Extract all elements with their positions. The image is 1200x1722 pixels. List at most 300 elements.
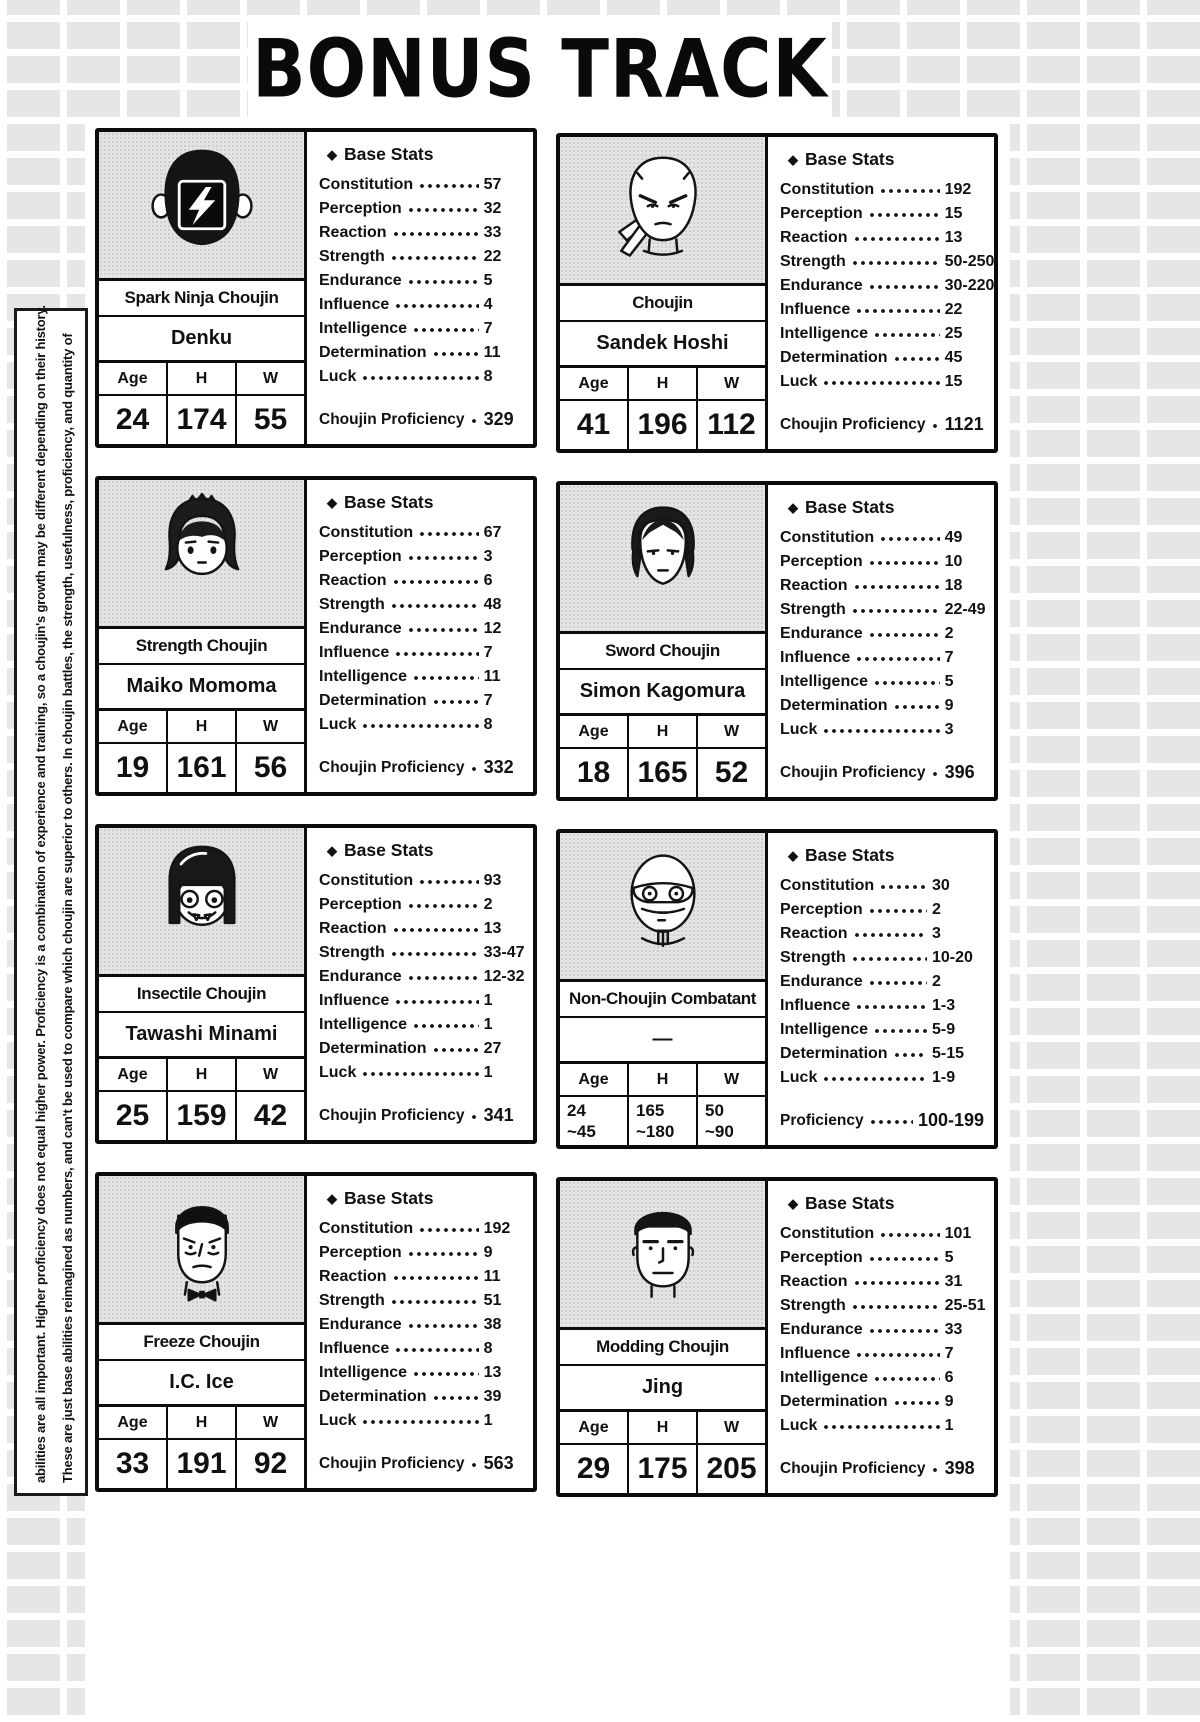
stat-row-endurance: Endurance 2 — [780, 625, 954, 642]
ahw-header-row — [99, 360, 304, 394]
proficiency-row: Choujin Proficiency 398 — [780, 1458, 975, 1478]
dot-leader — [880, 883, 927, 891]
dot-leader — [874, 331, 940, 339]
dot-leader — [471, 765, 479, 773]
weight-value: 205 — [706, 1452, 757, 1485]
dot-leader — [869, 1327, 940, 1335]
stat-row-determination: Determination 9 — [780, 1393, 954, 1410]
weight-value-max: ~90 — [705, 1122, 734, 1141]
ahw-values-row — [99, 394, 304, 444]
height-value: 165 — [636, 1101, 665, 1120]
height-header-cell: H — [629, 716, 698, 747]
stat-row-strength: Strength 22 — [319, 248, 502, 265]
character-card — [556, 829, 998, 1149]
dot-leader — [362, 722, 478, 730]
dot-leader — [419, 878, 478, 886]
stat-row-endurance: Endurance 12 — [319, 620, 502, 637]
height-header-cell: H — [629, 1064, 698, 1095]
age-value-cell — [99, 744, 168, 792]
dot-leader — [362, 374, 478, 382]
stat-row-determination: Determination 11 — [319, 344, 501, 361]
dot-leader — [869, 283, 940, 291]
character-card — [95, 824, 537, 1144]
card-identity-pane — [99, 132, 307, 444]
dot-leader — [852, 1303, 940, 1311]
dot-leader — [471, 1461, 479, 1469]
ahw-header-row — [99, 708, 304, 742]
diamond-icon: ◆ — [788, 152, 798, 167]
stat-row-constitution: Constitution 49 — [780, 529, 963, 546]
stat-row-constitution: Constitution 67 — [319, 524, 502, 541]
stat-row-strength: Strength 50-250 — [780, 253, 995, 270]
height-value: 191 — [176, 1447, 227, 1480]
card-identity-pane — [560, 1181, 768, 1493]
dot-leader — [395, 302, 478, 310]
dot-leader — [874, 1027, 927, 1035]
stat-row-influence: Influence 7 — [319, 644, 493, 661]
base-stats-header — [319, 492, 536, 513]
stat-row-determination: Determination 39 — [319, 1388, 502, 1405]
ahw-header-row — [560, 1409, 765, 1443]
age-value-max: ~45 — [567, 1122, 596, 1141]
base-stats-header — [780, 845, 984, 866]
stat-row-strength: Strength 48 — [319, 596, 502, 613]
character-name-label: — — [560, 1016, 765, 1061]
stat-row-strength: Strength 22-49 — [780, 601, 986, 618]
dot-leader — [408, 1250, 479, 1258]
height-value-cell — [168, 1092, 237, 1140]
base-stats-pane — [307, 480, 546, 792]
dot-leader — [823, 1423, 939, 1431]
ice-portrait-icon — [145, 1187, 259, 1311]
age-header-cell: Age — [99, 1059, 168, 1090]
stat-row-influence: Influence 4 — [319, 296, 493, 313]
weight-header-cell: W — [723, 1418, 740, 1436]
base-stats-title: Base Stats — [805, 497, 895, 517]
stat-row-constitution: Constitution 192 — [319, 1220, 511, 1237]
base-stats-title: Base Stats — [344, 840, 434, 860]
character-name-label: Maiko Momoma — [99, 663, 304, 708]
age-value-cell — [99, 1092, 168, 1140]
stat-row-endurance: Endurance 12-32 — [319, 968, 525, 985]
simon-portrait-icon — [606, 496, 720, 620]
portrait-slot — [560, 833, 765, 979]
height-header-cell: H — [168, 363, 237, 394]
age-header-cell: Age — [99, 1407, 168, 1438]
height-value-max: ~180 — [636, 1122, 675, 1141]
dot-leader — [419, 182, 478, 190]
diamond-icon: ◆ — [788, 500, 798, 515]
age-value-cell — [99, 396, 168, 444]
dot-leader — [393, 1274, 479, 1282]
cards-grid — [95, 128, 998, 1492]
portrait-slot — [99, 480, 304, 626]
age-value: 18 — [576, 756, 611, 789]
base-stats-pane — [768, 833, 994, 1145]
dot-leader — [823, 727, 939, 735]
dot-leader — [856, 1003, 927, 1011]
height-value-cell — [629, 1445, 698, 1493]
stat-row-constitution: Constitution 192 — [780, 181, 972, 198]
base-stats-pane — [768, 485, 1007, 797]
stat-row-intelligence: Intelligence 13 — [319, 1364, 502, 1381]
weight-header-cell: W — [262, 717, 279, 735]
weight-value-cell — [698, 401, 765, 449]
stat-row-influence: Influence 8 — [319, 1340, 493, 1357]
age-value-cell — [99, 1440, 168, 1488]
choujin-type-label: Strength Choujin — [99, 626, 304, 663]
ahw-values-row — [560, 1443, 765, 1493]
base-stats-header — [780, 1193, 997, 1214]
stat-row-luck: Luck 15 — [780, 373, 963, 390]
dot-leader — [854, 1279, 940, 1287]
ahw-values-row — [99, 1438, 304, 1488]
noncombatant-portrait-icon — [606, 844, 720, 968]
sidebar-note-rotated-text — [27, 305, 83, 1483]
weight-value-cell — [698, 1097, 765, 1145]
character-card — [556, 133, 998, 453]
base-stats-pane — [768, 137, 1007, 449]
ahw-values-row — [99, 742, 304, 792]
weight-value-cell — [698, 749, 765, 797]
base-stats-header — [780, 149, 997, 170]
base-stats-title: Base Stats — [805, 1193, 895, 1213]
stat-row-intelligence: Intelligence 5-9 — [780, 1021, 956, 1038]
age-value-cell — [560, 749, 629, 797]
stat-row-determination: Determination 45 — [780, 349, 963, 366]
stat-row-intelligence: Intelligence 11 — [319, 668, 501, 685]
age-value-cell — [560, 401, 629, 449]
dot-leader — [408, 902, 479, 910]
dot-leader — [433, 1046, 479, 1054]
age-header-cell: Age — [560, 1412, 629, 1443]
dot-leader — [408, 1322, 479, 1330]
dot-leader — [852, 259, 940, 267]
weight-value: 50 — [705, 1101, 724, 1120]
stat-row-constitution: Constitution 101 — [780, 1225, 972, 1242]
dot-leader — [880, 187, 939, 195]
diamond-icon: ◆ — [327, 843, 337, 858]
tawashi-portrait-icon — [145, 839, 259, 963]
jing-portrait-icon — [606, 1192, 720, 1316]
dot-leader — [433, 350, 479, 358]
ahw-values-row — [560, 1095, 765, 1145]
dot-leader — [408, 626, 479, 634]
age-value: 24 — [115, 403, 150, 436]
stat-row-luck: Luck 1 — [780, 1417, 954, 1434]
stat-row-intelligence: Intelligence 5 — [780, 673, 954, 690]
ahw-values-row — [560, 747, 765, 797]
base-stats-header — [319, 144, 536, 165]
stat-row-strength: Strength 33-47 — [319, 944, 525, 961]
dot-leader — [408, 554, 479, 562]
stat-row-strength: Strength 25-51 — [780, 1297, 986, 1314]
dot-leader — [880, 535, 939, 543]
height-header-cell: H — [629, 368, 698, 399]
dot-leader — [932, 1466, 940, 1474]
choujin-type-label: Sword Choujin — [560, 631, 765, 668]
portrait-slot — [99, 828, 304, 974]
height-header-cell: H — [629, 1412, 698, 1443]
dot-leader — [823, 1075, 927, 1083]
ahw-header-row — [560, 1061, 765, 1095]
diamond-icon: ◆ — [327, 495, 337, 510]
stat-row-influence: Influence 22 — [780, 301, 963, 318]
diamond-icon: ◆ — [788, 848, 798, 863]
stat-row-perception: Perception 2 — [319, 896, 493, 913]
age-header-cell: Age — [560, 716, 629, 747]
age-header-cell: Age — [560, 1064, 629, 1095]
dot-leader — [870, 1118, 913, 1126]
dot-leader — [433, 1394, 479, 1402]
card-identity-pane — [99, 828, 307, 1140]
stat-row-intelligence: Intelligence 25 — [780, 325, 963, 342]
portrait-slot — [560, 1181, 765, 1327]
height-value: 174 — [176, 403, 227, 436]
card-identity-pane — [99, 1176, 307, 1488]
dot-leader — [854, 235, 940, 243]
dot-leader — [419, 530, 478, 538]
dot-leader — [854, 583, 940, 591]
stat-row-luck: Luck 1 — [319, 1412, 493, 1429]
character-name-label: Sandek Hoshi — [560, 320, 765, 365]
dot-leader — [413, 326, 479, 334]
age-value-cell — [560, 1445, 629, 1493]
stat-row-perception: Perception 5 — [780, 1249, 954, 1266]
choujin-type-label: Choujin — [560, 283, 765, 320]
height-value-cell — [168, 744, 237, 792]
stat-row-perception: Perception 2 — [780, 901, 941, 918]
age-value: 24 — [567, 1101, 586, 1120]
ahw-header-row — [99, 1404, 304, 1438]
age-value: 41 — [576, 408, 611, 441]
dot-leader — [471, 1113, 479, 1121]
base-stats-pane — [307, 1176, 546, 1488]
sidebar-note-line-1: These are just base abilities reimagined as numbers, and can't be used to compare which choujin are superior to others. In choujin battles, the strength, usefulness, proficiency, and quantity of — [60, 333, 75, 1483]
stat-row-intelligence: Intelligence 6 — [780, 1369, 954, 1386]
dot-leader — [856, 1351, 939, 1359]
dot-leader — [856, 307, 939, 315]
ahw-values-row — [99, 1090, 304, 1140]
dot-leader — [874, 1375, 940, 1383]
dot-leader — [932, 770, 940, 778]
dot-leader — [471, 417, 479, 425]
stat-row-intelligence: Intelligence 1 — [319, 1016, 493, 1033]
dot-leader — [880, 1231, 939, 1239]
choujin-type-label: Non-Choujin Combatant — [560, 979, 765, 1016]
dot-leader — [894, 355, 940, 363]
dot-leader — [408, 278, 479, 286]
dot-leader — [869, 631, 940, 639]
choujin-type-label: Modding Choujin — [560, 1327, 765, 1364]
base-stats-header — [319, 1188, 536, 1209]
dot-leader — [393, 230, 479, 238]
dot-leader — [869, 1255, 940, 1263]
age-header-cell: Age — [99, 363, 168, 394]
weight-value-cell — [237, 1440, 304, 1488]
diamond-icon: ◆ — [788, 1196, 798, 1211]
maiko-portrait-icon — [145, 491, 259, 615]
weight-value: 92 — [253, 1447, 288, 1480]
dot-leader — [852, 607, 940, 615]
weight-header-cell: W — [723, 722, 740, 740]
stat-row-luck: Luck 1 — [319, 1064, 493, 1081]
base-stats-header — [319, 840, 536, 861]
age-header-cell: Age — [99, 711, 168, 742]
stat-row-endurance: Endurance 5 — [319, 272, 493, 289]
dot-leader — [433, 698, 479, 706]
stat-row-influence: Influence 1 — [319, 992, 493, 1009]
card-identity-pane — [560, 833, 768, 1145]
base-stats-pane — [307, 132, 546, 444]
dot-leader — [854, 931, 927, 939]
character-card — [95, 128, 537, 448]
proficiency-row: Choujin Proficiency 563 — [319, 1453, 514, 1473]
stat-row-determination: Determination 5-15 — [780, 1045, 965, 1062]
weight-header-cell: W — [262, 1413, 279, 1431]
height-value: 165 — [637, 756, 688, 789]
card-identity-pane — [560, 137, 768, 449]
base-stats-pane — [307, 828, 546, 1140]
dot-leader — [393, 926, 479, 934]
stat-row-endurance: Endurance 33 — [780, 1321, 963, 1338]
stat-row-luck: Luck 3 — [780, 721, 954, 738]
proficiency-row: Choujin Proficiency 332 — [319, 757, 514, 777]
base-stats-title: Base Stats — [344, 144, 434, 164]
diamond-icon: ◆ — [327, 147, 337, 162]
weight-header-cell: W — [262, 369, 279, 387]
character-card — [556, 1177, 998, 1497]
stat-row-perception: Perception 15 — [780, 205, 963, 222]
height-value: 159 — [176, 1099, 227, 1132]
dot-leader — [413, 1370, 479, 1378]
dot-leader — [408, 974, 479, 982]
portrait-slot — [560, 485, 765, 631]
character-name-label: Simon Kagomura — [560, 668, 765, 713]
age-value: 19 — [115, 751, 150, 784]
dot-leader — [869, 907, 927, 915]
stat-row-intelligence: Intelligence 7 — [319, 320, 493, 337]
stat-row-reaction: Reaction 33 — [319, 224, 502, 241]
stat-row-luck: Luck 8 — [319, 368, 493, 385]
weight-value-cell — [698, 1445, 765, 1493]
stat-row-reaction: Reaction 13 — [319, 920, 502, 937]
character-card — [95, 1172, 537, 1492]
proficiency-row: Choujin Proficiency 396 — [780, 762, 975, 782]
height-value-cell — [629, 401, 698, 449]
dot-leader — [823, 379, 939, 387]
weight-value-cell — [237, 744, 304, 792]
height-value-cell — [629, 1097, 698, 1145]
diamond-icon: ◆ — [327, 1191, 337, 1206]
stat-row-constitution: Constitution 57 — [319, 176, 502, 193]
stat-row-reaction: Reaction 6 — [319, 572, 493, 589]
height-value: 196 — [637, 408, 688, 441]
age-value-cell — [560, 1097, 629, 1145]
dot-leader — [362, 1070, 478, 1078]
dot-leader — [894, 703, 940, 711]
ahw-header-row — [560, 365, 765, 399]
weight-value: 42 — [253, 1099, 288, 1132]
dot-leader — [391, 254, 479, 262]
dot-leader — [393, 578, 479, 586]
stat-row-reaction: Reaction 11 — [319, 1268, 501, 1285]
base-stats-pane — [768, 1181, 1007, 1493]
dot-leader — [852, 955, 927, 963]
weight-value-cell — [237, 1092, 304, 1140]
stat-row-perception: Perception 3 — [319, 548, 493, 565]
sidebar-note-line-2: abilities are all important. Higher proficiency does not equal higher power. Proficiency is a combination of experience and training, so a choujin's growth may be different depending on their history. — [33, 305, 48, 1483]
height-header-cell: H — [168, 1059, 237, 1090]
proficiency-row: Choujin Proficiency 1121 — [780, 414, 984, 434]
base-stats-title: Base Stats — [805, 845, 895, 865]
base-stats-title: Base Stats — [344, 492, 434, 512]
weight-header-cell: W — [723, 1070, 740, 1088]
choujin-type-label: Freeze Choujin — [99, 1322, 304, 1359]
character-name-label: Tawashi Minami — [99, 1011, 304, 1056]
weight-header-cell: W — [262, 1065, 279, 1083]
stat-row-reaction: Reaction 13 — [780, 229, 963, 246]
dot-leader — [869, 559, 940, 567]
choujin-type-label: Spark Ninja Choujin — [99, 278, 304, 315]
base-stats-header — [780, 497, 997, 518]
denku-portrait-icon — [145, 143, 259, 267]
height-value-cell — [629, 749, 698, 797]
portrait-slot — [560, 137, 765, 283]
height-value: 161 — [176, 751, 227, 784]
stat-row-reaction: Reaction 31 — [780, 1273, 963, 1290]
dot-leader — [869, 979, 927, 987]
choujin-type-label: Insectile Choujin — [99, 974, 304, 1011]
stat-row-reaction: Reaction 18 — [780, 577, 963, 594]
character-name-label: I.C. Ice — [99, 1359, 304, 1404]
dot-leader — [391, 950, 479, 958]
dot-leader — [408, 206, 479, 214]
stat-row-influence: Influence 7 — [780, 1345, 954, 1362]
stat-row-perception: Perception 9 — [319, 1244, 493, 1261]
stat-row-endurance: Endurance 2 — [780, 973, 941, 990]
weight-value: 55 — [253, 403, 288, 436]
stat-row-determination: Determination 9 — [780, 697, 954, 714]
stat-row-influence: Influence 7 — [780, 649, 954, 666]
card-identity-pane — [99, 480, 307, 792]
stat-row-reaction: Reaction 3 — [780, 925, 941, 942]
stat-row-constitution: Constitution 30 — [780, 877, 950, 894]
stat-row-strength: Strength 10-20 — [780, 949, 973, 966]
character-name-label: Denku — [99, 315, 304, 360]
dot-leader — [391, 1298, 479, 1306]
stat-row-determination: Determination 7 — [319, 692, 493, 709]
weight-value: 56 — [253, 751, 288, 784]
sandek-portrait-icon — [606, 148, 720, 272]
stat-row-determination: Determination 27 — [319, 1040, 502, 1057]
stat-row-perception: Perception 10 — [780, 553, 963, 570]
dot-leader — [894, 1399, 940, 1407]
dot-leader — [856, 655, 939, 663]
height-value-cell — [168, 1440, 237, 1488]
stat-row-constitution: Constitution 93 — [319, 872, 502, 889]
proficiency-row: Proficiency 100-199 — [780, 1110, 984, 1130]
sidebar-note-box — [14, 305, 88, 1496]
dot-leader — [395, 998, 478, 1006]
ahw-header-row — [560, 713, 765, 747]
dot-leader — [395, 650, 478, 658]
height-header-cell: H — [168, 711, 237, 742]
height-value-cell — [168, 396, 237, 444]
age-value: 25 — [115, 1099, 150, 1132]
ahw-values-row — [560, 399, 765, 449]
stat-row-endurance: Endurance 38 — [319, 1316, 502, 1333]
